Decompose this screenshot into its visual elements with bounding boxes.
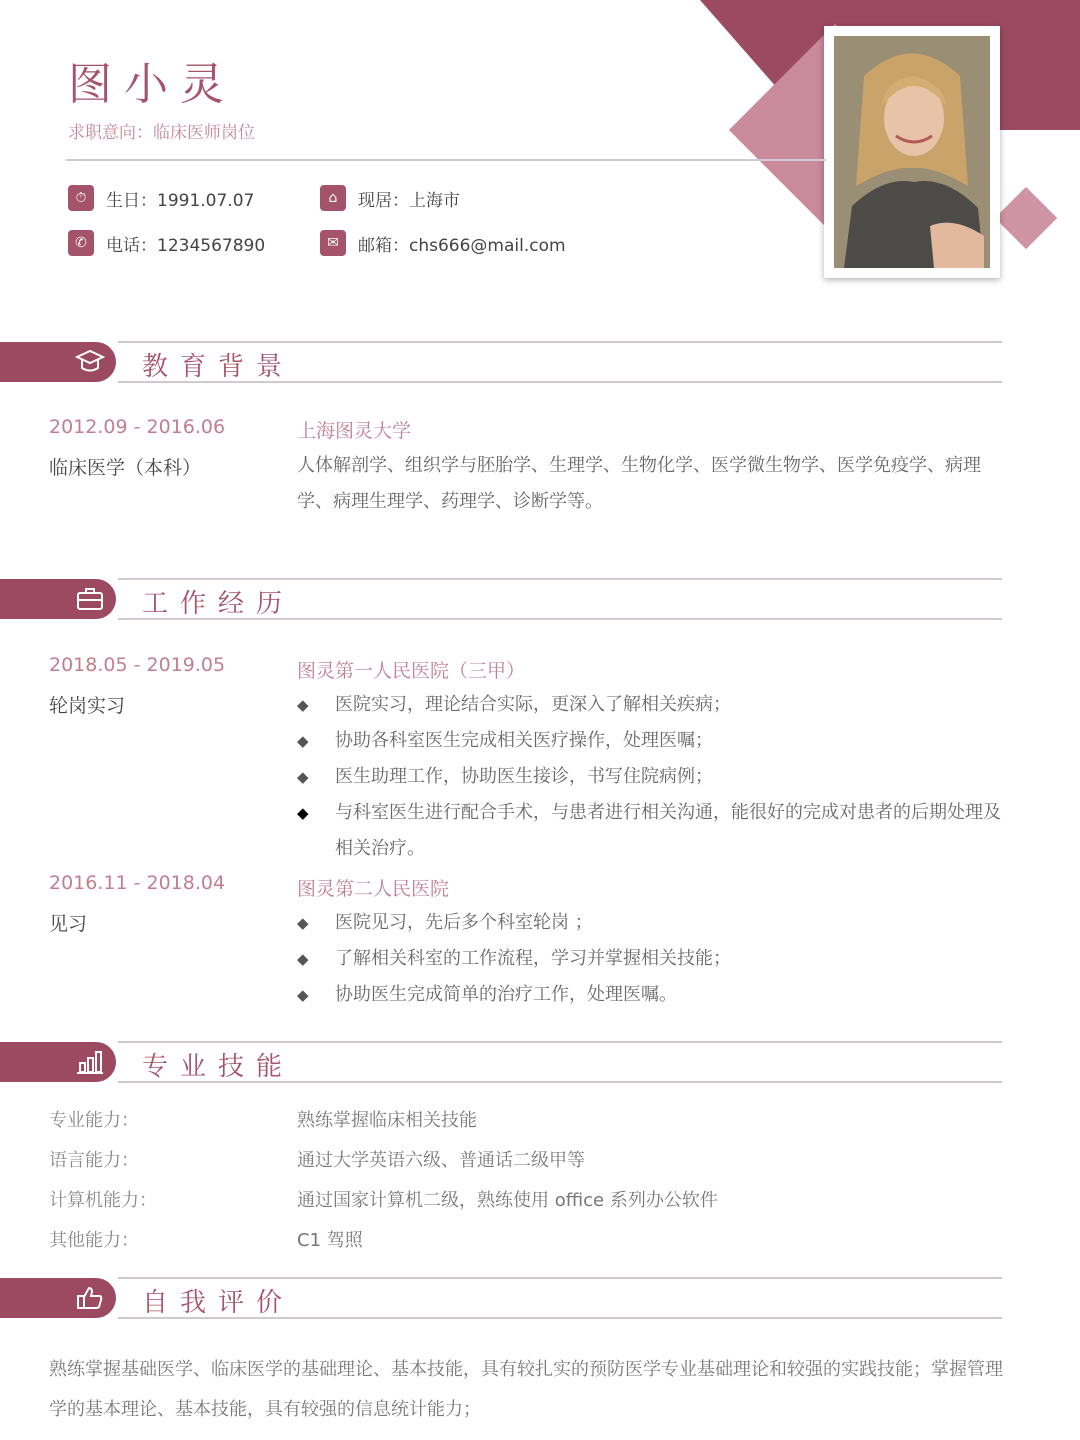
skills-rule-top [118, 1041, 1002, 1043]
header-decoration-small-diamond [995, 187, 1057, 249]
job-role: 见习 [49, 913, 88, 935]
phone-text: 电话：1234567890 [106, 235, 266, 256]
job-bullet-text: 医生助理工作，协助医生接诊，书写住院病例； [335, 766, 713, 787]
info-residence [320, 185, 460, 211]
education-title: 教育背景 [142, 352, 295, 382]
job-bullet-text: 协助各科室医生完成相关医疗操作，处理医嘱； [335, 730, 713, 751]
skills-title: 专业技能 [142, 1052, 295, 1082]
diamond-bullet-icon: ◆ [297, 804, 309, 822]
job-bullet [297, 795, 1007, 867]
thumbs-up-icon [68, 1278, 112, 1318]
job-org: 图灵第二人民医院 [297, 878, 450, 900]
job-bullet [297, 941, 1007, 977]
profile-photo [834, 36, 990, 268]
location-icon: ⌂ [320, 185, 346, 211]
self-evaluation-text: 熟练掌握基础医学、临床医学的基础理论、基本技能，具有较扎实的预防医学专业基础理论和较强的实践技能；掌握管理学的基本理论、基本技能，具有较强的信息统计能力； [49, 1359, 1003, 1420]
job-bullet [297, 977, 1007, 1013]
education-rule-top [118, 341, 1002, 343]
job-date: 2016.11 - 2018.04 [49, 872, 226, 894]
job-bullet [297, 759, 1007, 795]
phone-icon: ✆ [68, 230, 94, 256]
job-org: 图灵第一人民医院（三甲） [297, 660, 526, 682]
briefcase-icon [68, 579, 112, 619]
residence-text: 现居：上海市 [358, 190, 460, 211]
job-bullet [297, 687, 1007, 723]
self-title: 自我评价 [142, 1288, 295, 1318]
skill-label: 计算机能力： [49, 1190, 157, 1211]
skill-label: 专业能力： [49, 1110, 139, 1131]
self-rule-top [118, 1277, 1002, 1279]
education-courses: 人体解剖学、组织学与胚胎学、生理学、生物化学、医学微生物学、医学免疫学、病理学、病理生理学、药理学、诊断学等。 [297, 455, 981, 512]
diamond-bullet-icon: ◆ [297, 696, 309, 714]
job-date: 2018.05 - 2019.05 [49, 654, 226, 676]
skill-value: C1 驾照 [297, 1230, 363, 1251]
skill-value: 熟练掌握临床相关技能 [297, 1110, 477, 1131]
job-role: 轮岗实习 [49, 695, 126, 717]
diamond-bullet-icon: ◆ [297, 950, 309, 968]
graduation-cap-icon [68, 342, 112, 382]
skill-value: 通过国家计算机二级，熟练使用 office 系列办公软件 [297, 1190, 718, 1211]
education-major: 临床医学（本科） [49, 457, 202, 479]
clock-icon: ⏱ [68, 185, 94, 211]
diamond-bullet-icon: ◆ [297, 914, 309, 932]
candidate-name: 图小灵 [68, 59, 236, 110]
birthday-text: 生日：1991.07.07 [106, 190, 255, 211]
info-birthday [68, 185, 254, 211]
job-bullet [297, 723, 1007, 759]
work-title: 工作经历 [142, 589, 295, 619]
info-phone [68, 230, 265, 256]
diamond-bullet-icon: ◆ [297, 768, 309, 786]
job-bullet [297, 905, 1007, 941]
education-date: 2012.09 - 2016.06 [49, 416, 226, 438]
diamond-bullet-icon: ◆ [297, 732, 309, 750]
job-bullet-text: 协助医生完成简单的治疗工作，处理医嘱。 [335, 984, 677, 1005]
skill-value: 通过大学英语六级、普通话二级甲等 [297, 1150, 585, 1171]
work-rule-top [118, 578, 1002, 580]
education-school: 上海图灵大学 [297, 420, 412, 442]
skill-label: 其他能力： [49, 1230, 139, 1251]
mail-icon: ✉ [320, 230, 346, 256]
skill-label: 语言能力： [49, 1150, 139, 1171]
job-bullet-text: 医院实习，理论结合实际，更深入了解相关疾病； [335, 694, 731, 715]
info-email [320, 230, 566, 256]
profile-photo-frame [824, 26, 1000, 278]
job-intent: 求职意向：临床医师岗位 [68, 123, 255, 143]
header-divider [66, 159, 826, 161]
job-bullet-text: 与科室医生进行配合手术，与患者进行相关沟通，能很好的完成对患者的后期处理及相关治疗。 [335, 802, 1001, 859]
diamond-bullet-icon: ◆ [297, 986, 309, 1004]
bar-chart-icon [68, 1042, 112, 1082]
email-text: 邮箱：chs666@mail.com [358, 235, 566, 256]
job-bullet-text: 医院见习，先后多个科室轮岗 ； [335, 912, 593, 933]
job-bullet-text: 了解相关科室的工作流程，学习并掌握相关技能； [335, 948, 731, 969]
